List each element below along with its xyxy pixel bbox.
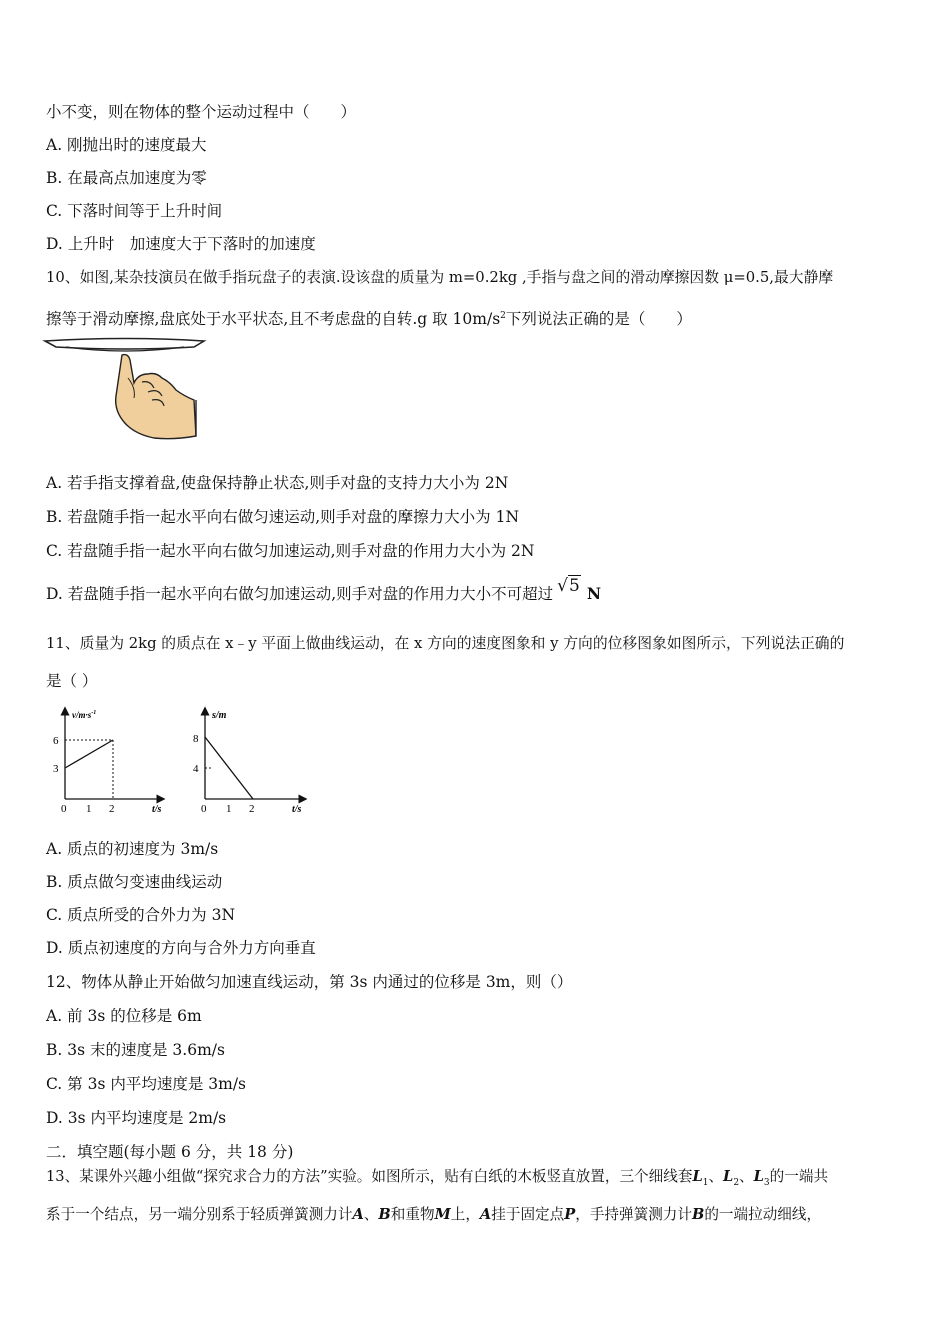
question-9-stem-end: 小不变，则在物体的整个运动过程中（ ） <box>46 103 357 121</box>
q10-option-c: C. 若盘随手指一起水平向右做匀加速运动,则手对盘的作用力大小为 2N <box>46 542 535 560</box>
t-axis-label: t/s <box>292 804 302 815</box>
xtick-0: 0 <box>61 803 67 815</box>
var-B: B <box>691 1206 705 1223</box>
q13-text: 挂于固定点 <box>491 1206 565 1223</box>
xtick-2: 2 <box>109 803 115 815</box>
v-axis-label: $v/m\cdot s^{-1}$ <box>72 710 97 720</box>
sep: 、 <box>708 1168 724 1185</box>
q10-option-b: B. 若盘随手指一起水平向右做匀速运动,则手对盘的摩擦力大小为 1N <box>46 508 520 526</box>
var-A: A <box>479 1206 492 1223</box>
q9-option-a: A. 刚抛出时的速度最大 <box>46 136 207 154</box>
q10-text-b: 下列说法正确的是（ ） <box>505 310 692 329</box>
q9-option-c: C. 下落时间等于上升时间 <box>46 202 223 220</box>
var-M: M <box>434 1206 451 1223</box>
q13-text: 上， <box>450 1206 480 1223</box>
sep: 、 <box>739 1168 754 1185</box>
question-13-line-2 <box>46 1204 821 1226</box>
ytick-6: 6 <box>53 735 59 747</box>
sub-2: 2 <box>733 1177 740 1188</box>
question-11-line-1: 11、质量为 2kg 的质点在 x﹣y 平面上做曲线运动，在 x 方向的速度图象和 y 方向的位移图象如图所示，下列说法正确的 <box>46 635 845 652</box>
q13-text: 系于一个结点，另一端分别系于轻质弹簧测力计 <box>46 1206 353 1223</box>
q13-text: 13、某课外兴趣小组做“探究求合力的方法”实验。如图所示，贴有白纸的木板竖直放置，三个细线套 <box>46 1168 693 1185</box>
t-axis-label: t/s <box>152 804 162 815</box>
q12-option-b: B. 3s 末的速度是 3.6m/s <box>46 1041 225 1059</box>
ytick-4: 4 <box>193 763 199 775</box>
sqrt-symbol: √5 <box>557 576 580 596</box>
displacement-line <box>205 737 253 799</box>
sub-1: 1 <box>702 1177 709 1188</box>
displacement-time-graph <box>188 706 318 816</box>
q13-text: ，手持弹簧测力计 <box>575 1206 692 1223</box>
q11-option-c: C. 质点所受的合外力为 3N <box>46 906 236 924</box>
var-L: L <box>753 1168 764 1185</box>
ytick-8: 8 <box>193 733 199 745</box>
var-L: L <box>692 1168 703 1185</box>
xtick-1: 1 <box>226 803 232 815</box>
q13-text: 的一端拉动细线， <box>704 1206 822 1223</box>
var-A: A <box>352 1206 364 1223</box>
q13-text-b: 的一端共 <box>769 1168 829 1185</box>
xtick-0: 0 <box>201 803 207 815</box>
q10-sup: 2 <box>500 311 506 321</box>
sqrt-value: 5 <box>569 576 580 596</box>
var-L: L <box>723 1168 734 1185</box>
q9-option-b: B. 在最高点加速度为零 <box>46 169 207 187</box>
sep: 、 <box>363 1206 379 1223</box>
question-10-line-1: 10、如图,某杂技演员在做手指玩盘子的表演.设该盘的质量为 m=0.2kg ,手指与盘之间的滑动摩擦因数 μ=0.5,最大静摩 <box>46 269 834 286</box>
var-P: P <box>564 1206 576 1223</box>
q10d-unit: N <box>586 584 602 603</box>
var-B: B <box>378 1206 391 1223</box>
velocity-line <box>65 740 113 768</box>
q12-option-a: A. 前 3s 的位移是 6m <box>46 1007 202 1025</box>
question-11-line-2: 是（ ） <box>46 672 98 690</box>
question-13-line-1 <box>46 1166 828 1194</box>
question-12-stem: 12、物体从静止开始做匀加速直线运动，第 3s 内通过的位移是 3m，则（） <box>46 973 573 991</box>
velocity-time-graph <box>48 706 178 816</box>
plate-finger-illustration <box>44 338 206 446</box>
q11-option-a: A. 质点的初速度为 3m/s <box>46 840 219 858</box>
q10-option-d <box>46 576 602 605</box>
q10d-text: D. 若盘随手指一起水平向右做匀加速运动,则手对盘的作用力大小不可超过 <box>46 585 554 603</box>
section-2-heading: 二．填空题(每小题 6 分，共 18 分) <box>46 1143 294 1161</box>
ytick-3: 3 <box>53 763 59 775</box>
sub-3: 3 <box>763 1177 770 1188</box>
question-10-line-2 <box>46 305 692 330</box>
q9-option-d: D. 上升时 加速度大于下落时的加速度 <box>46 235 316 253</box>
q10-option-a: A. 若手指支撑着盘,使盘保持静止状态,则手对盘的支持力大小为 2N <box>46 474 509 492</box>
q10-text: 擦等于滑动摩擦,盘底处于水平状态,且不考虑盘的自转.g 取 10m/s <box>46 310 501 329</box>
xtick-2: 2 <box>249 803 255 815</box>
q11-option-d: D. 质点初速度的方向与合外力方向垂直 <box>46 939 316 957</box>
q11-option-b: B. 质点做匀变速曲线运动 <box>46 873 223 891</box>
q12-option-d: D. 3s 内平均速度是 2m/s <box>46 1109 227 1127</box>
s-axis-label: s/m <box>212 710 227 721</box>
q13-text: 和重物 <box>390 1206 435 1223</box>
q12-option-c: C. 第 3s 内平均速度是 3m/s <box>46 1075 246 1093</box>
xtick-1: 1 <box>86 803 92 815</box>
